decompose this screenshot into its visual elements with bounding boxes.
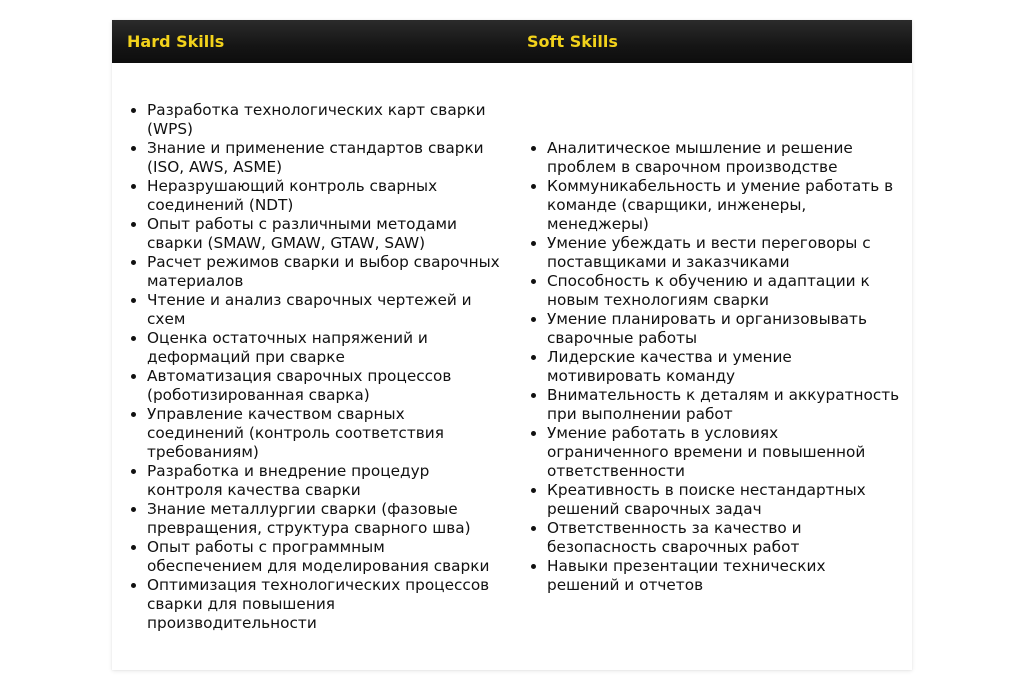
- list-item: Оптимизация технологических процессов сварки для повышения производительности: [147, 576, 502, 633]
- list-item: Лидерские качества и умение мотивировать команду: [547, 348, 902, 386]
- list-item: Аналитическое мышление и решение проблем в сварочном производстве: [547, 139, 902, 177]
- list-item: Умение убеждать и вести переговоры с поставщиками и заказчиками: [547, 234, 902, 272]
- list-item: Чтение и анализ сварочных чертежей и схем: [147, 291, 502, 329]
- soft-skills-list: [527, 139, 902, 595]
- list-item: Ответственность за качество и безопасность сварочных работ: [547, 519, 902, 557]
- hard-skills-heading: Hard Skills: [127, 32, 225, 51]
- list-item: Неразрушающий контроль сварных соединений (NDT): [147, 177, 502, 215]
- list-item: Разработка технологических карт сварки (WPS): [147, 101, 502, 139]
- list-item: Расчет режимов сварки и выбор сварочных материалов: [147, 253, 502, 291]
- list-item: Коммуникабельность и умение работать в команде (сварщики, инженеры, менеджеры): [547, 177, 902, 234]
- list-item: Управление качеством сварных соединений (контроль соответствия требованиям): [147, 405, 502, 462]
- list-item: Умение работать в условиях ограниченного времени и повышенной ответственности: [547, 424, 902, 481]
- soft-skills-heading: Soft Skills: [527, 32, 618, 51]
- list-item: Способность к обучению и адаптации к новым технологиям сварки: [547, 272, 902, 310]
- hard-skills-cell: [112, 63, 512, 670]
- list-item: Оценка остаточных напряжений и деформаций при сварке: [147, 329, 502, 367]
- table-header: [112, 20, 912, 63]
- list-item: Знание металлургии сварки (фазовые превращения, структура сварного шва): [147, 500, 502, 538]
- list-item: Внимательность к деталям и аккуратность при выполнении работ: [547, 386, 902, 424]
- list-item: Разработка и внедрение процедур контроля качества сварки: [147, 462, 502, 500]
- list-item: Знание и применение стандартов сварки (ISO, AWS, ASME): [147, 139, 502, 177]
- list-item: Навыки презентации технических решений и отчетов: [547, 557, 902, 595]
- table-body: [112, 63, 912, 670]
- soft-skills-cell: [512, 63, 912, 670]
- list-item: Опыт работы с различными методами сварки (SMAW, GMAW, GTAW, SAW): [147, 215, 502, 253]
- skills-table: [112, 20, 912, 670]
- list-item: Опыт работы с программным обеспечением для моделирования сварки: [147, 538, 502, 576]
- list-item: Автоматизация сварочных процессов (роботизированная сварка): [147, 367, 502, 405]
- hard-skills-list: [127, 101, 502, 633]
- list-item: Умение планировать и организовывать сварочные работы: [547, 310, 902, 348]
- list-item: Креативность в поиске нестандартных решений сварочных задач: [547, 481, 902, 519]
